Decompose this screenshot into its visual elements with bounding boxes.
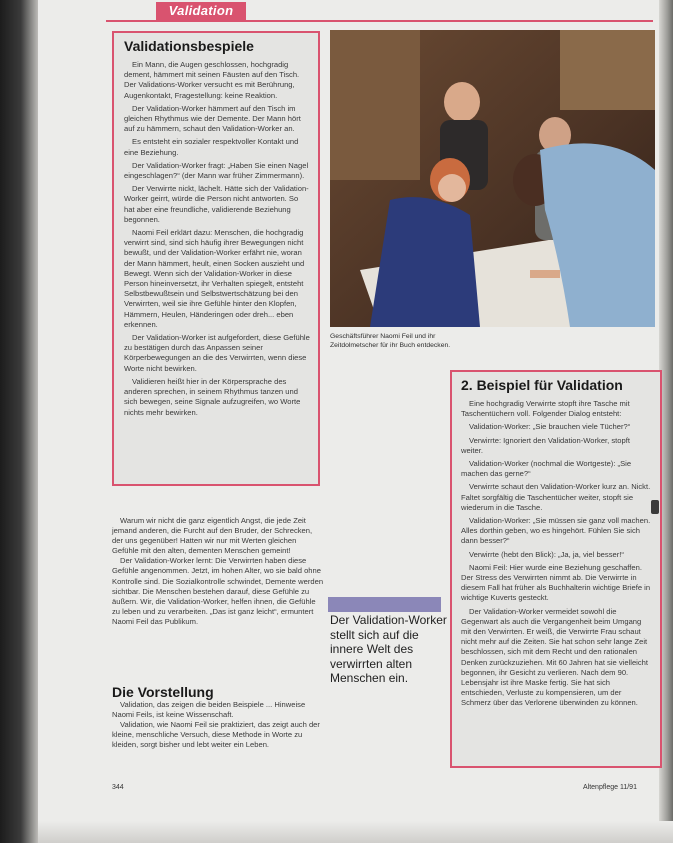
box1-paragraph: Validieren heißt hier in der Körpersprache des anderen sprechen, in seinem Rhythmus tanzen und sich bewegen, seine Signale aufzugreifen, wo Worte nichts mehr bewirken. [124,376,301,417]
photo-workshop [330,30,655,327]
photo-caption: Geschäftsführer Naomi Feil und ihr Zeitdolmetscher für ihr Buch entdecken. [330,333,451,349]
box2-title: 2. Beispiel für Validation [461,377,623,393]
body-paragraph: Warum wir nicht die ganz eigentlich Angst, die jede Zeit jemand anderen, die Furcht auf den Bruder, der Schrecken, der uns gegenüber! Hatten wir nur mit Werten gleichen Gefühle mit den alten, dementen Menschen gemeint! [112,516,313,556]
box1-paragraph: Es entsteht ein sozialer respektvoller Kontakt und eine Beziehung. [124,137,299,157]
box1-paragraph: Der Validation-Worker fragt: „Haben Sie einen Nagel eingeschlagen?“ (der Mann war früher Zimmermann). [124,160,309,181]
body-column-1 [112,516,324,627]
box2-paragraph: Validation-Worker: „Sie brauchen viele Tücher?“ [469,422,631,432]
box1-title: Validationsbespiele [124,38,254,54]
body-paragraph: Validation, wie Naomi Feil sie praktiziert, das zeigt auch der kleine, menschliche Versuch, diese Methode in Worte zu kleiden, sorgt bisher und lebt weiter ein Leben. [112,720,320,750]
box1-paragraph: Der Verwirrte nickt, lächelt. Hätte sich der Validation-Worker geirrt, würde die Person nicht antworten. So hat aber eine freundliche, validierende Beziehung begonnen. [124,184,309,224]
box2-paragraph: Eine hochgradig Verwirrte stopft ihre Tasche mit Taschentüchern voll. Folgender Dialog entsteht: [461,399,630,419]
box2-paragraph: Der Validation-Worker vermeidet sowohl die Gegenwart als auch die Vergangenheit beim Umgang mit den Verwirrten. Er weiß, die Verwirrte Frau schaut nicht mehr auf die Zeiten. Sie hat schon sehr lange Zeit beschlossen, sich mit dem Recht und den rationalen Denken zurückzuziehen. Mit 60 Jahren hat sie vielleicht begonnen, ihr Gesicht zu verlieren. Nach dem 90. Lebensjahr ist ihre Maske fertig. Sie hat sich entschieden, Verluste zu kompensieren, um der Schmerz über das Verlorene überwinden zu können. [461,606,648,708]
section-rule [106,20,653,22]
box2-paragraph: Verwirrte schaut den Validation-Worker kurz an. Nickt. Faltet sorgfältig die Taschentücher weiter, stopft sie wiederum in die Tasche. [461,482,651,512]
section-tab: Validation [156,2,246,20]
box2-paragraph: Verwirrte: Ignoriert den Validation-Worker, stopft weiter. [461,435,630,455]
box2-paragraph: Naomi Feil: Hier wurde eine Beziehung geschaffen. Der Stress des Verwirrten nimmt ab. Die Verwirrte in diesem Fall hat früher als Buchhalterin wichtige Briefe in wichtige Kuverts gesteckt. [461,562,651,603]
page-number: 344 [112,784,124,791]
box2-paragraph: Verwirrte (hebt den Blick): „Ja, ja, viel besser!“ [469,549,624,559]
example-box-2 [450,370,662,768]
box1-paragraph: Der Validation-Worker ist aufgefordert, diese Gefühle zu bestätigen durch das Anpassen seiner Körperbewegungen an die des Verwirrten, wenn diese Worte nicht bewirken. [124,333,310,373]
box1-paragraph: Ein Mann, die Augen geschlossen, hochgradig dement, hämmert mit seinen Fäusten auf den Tisch. Der Validations-Worker versucht es mit Berührung, Augenkontakt, Fragestellung: keine Reaktion. [124,60,300,100]
box1-paragraph: Der Validation-Worker hämmert auf den Tisch im gleichen Rhythmus wie der Demente. Der Mann hört auf zu hämmern, schaut den Validation-Worker an. [124,103,301,134]
box2-paragraph: Validation-Worker (nochmal die Wortgeste): „Sie machen das gerne?“ [461,459,632,479]
book-gutter [0,0,38,843]
body-paragraph: Der Validation-Worker lernt: Die Verwirrten haben diese Gefühle angenommen. Jetzt, im hohen Alter, wo sie bald ohne Kontrolle sind. Die Sozialkontrolle schwindet, Demente werden sichtbar. Die Menschen bestehen darauf, diese Gefühle zu äußern. Wir, die Validation-Worker, helfen ihnen, die Gefühle zu leben und zu verarbeiten. „Das ist ganz leicht“, ermuntert Naomi Feil das Publikum. [112,556,324,626]
section-heading: Die Vorstellung [112,684,214,700]
pull-quote: Der Validation-Worker stellt sich auf die innere Welt des verwirrten alten Menschen ein. [330,613,447,685]
page-edge-bottom [38,821,673,843]
example-box-1 [112,31,320,486]
box1-paragraph: Naomi Feil erklärt dazu: Menschen, die hochgradig verwirrt sind, sind sich häufig ihrer Bewegungen nicht bewußt, und der Validation-Worker erfährt nie, woran der Mann hämmert, heult, einen Socken auszieht und Bewegt. Wenn sich der Validation-Worker in diese Person hineinversetzt, ihr Verhalten spiegelt, entsteht Selbstbewußtsein und Selbstwertschätzung bei den Verwirrten, weil sie ihre Gefühle hinter den Klopfen, Hämmern, Heulen, Händeringen oder dreh... eben erkennen. [124,228,305,329]
page-tab-marker [651,500,659,514]
magazine-folio: Altenpflege 11/91 [583,784,637,791]
photo-illustration [330,30,655,327]
pull-quote-bar [328,597,441,612]
body-paragraph: Validation, das zeigen die beiden Beispiele ... Hinweise Naomi Feils, ist keine Wissenschaft. [112,700,306,720]
body-column-2 [112,700,324,750]
box2-paragraph: Validation-Worker: „Sie müssen sie ganz voll machen. Alles dorthin geben, wo es hingehört. Fühlen Sie sich dann besser?“ [461,516,651,546]
